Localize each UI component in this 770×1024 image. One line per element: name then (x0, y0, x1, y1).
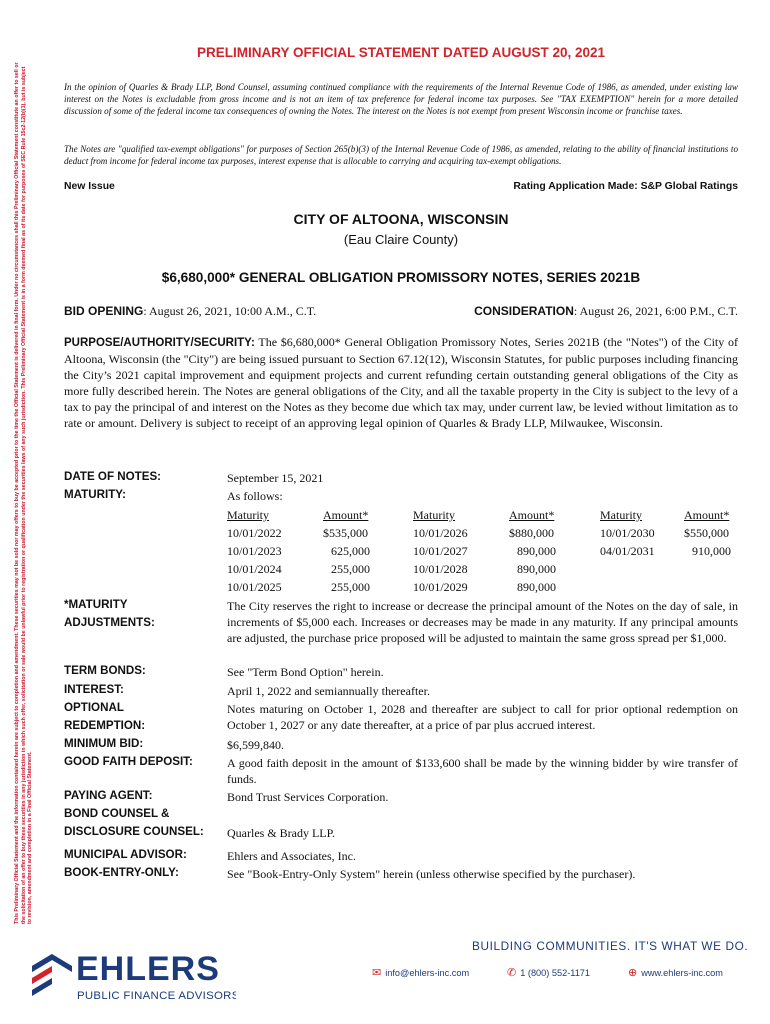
amount-header-2: Amount* (509, 508, 555, 522)
bond-counsel-value: Quarles & Brady LLP. (227, 826, 335, 840)
phone-text: 1 (800) 552-1171 (520, 968, 591, 978)
municipal-advisor-label: MUNICIPAL ADVISOR: (64, 848, 187, 861)
interest-value: April 1, 2022 and semiannually thereafter. (227, 684, 430, 698)
phone-contact[interactable] (507, 966, 590, 979)
consideration (474, 304, 738, 319)
maturity-date: 10/01/2027 (413, 544, 468, 558)
maturity-adjustments-label-line1: *MATURITY (64, 598, 128, 611)
date-label: DATE OF NOTES: (64, 470, 162, 483)
email-text: info@ehlers-inc.com (385, 968, 470, 978)
globe-icon: ⊕ (628, 967, 638, 979)
web-text: www.ehlers-inc.com (641, 968, 723, 978)
maturity-date: 04/01/2031 (600, 544, 655, 558)
maturity-adjustments-value: The City reserves the right to increase or decrease the principal amount of the Notes on the day of sale, in increments of $5,000 each. Increases or decreases may be made in any maturity. If any principal amounts are adjusted, the purchase price proposed will be adjusted to maintain the same gross spread per $1,000. (227, 599, 738, 645)
bid-opening (64, 304, 316, 319)
maturity-amount: 255,000 (331, 580, 370, 594)
tax-opinion-paragraph: In the opinion of Quarles & Brady LLP, Bond Counsel, assuming continued compliance with the requirements of the Internal Revenue Code of 1986, as amended, under existing law interest on the Notes is excludable from gross income and is not an item of tax preference for federal income tax purposes. See "TAX EXEMPTION" herein for a more detailed discussion of some of the federal income tax consequences of owning the Notes. The interest on the Notes is not exempt from present Wisconsin income or franchise taxes. (64, 82, 738, 116)
maturity-date: 10/01/2029 (413, 580, 468, 594)
minimum-bid-value: $6,599,840. (227, 738, 284, 752)
maturity-amount: $880,000 (509, 526, 554, 540)
new-issue-label: New Issue (64, 181, 115, 192)
municipal-advisor-value: Ehlers and Associates, Inc. (227, 849, 356, 863)
maturity-date: 10/01/2023 (227, 544, 282, 558)
issuer-name: CITY OF ALTOONA, WISCONSIN (293, 211, 509, 227)
maturity-adjustments-label-line2: ADJUSTMENTS: (64, 616, 155, 629)
logo-subtitle: PUBLIC FINANCE ADVISORS (77, 990, 236, 1002)
maturity-date: 10/01/2028 (413, 562, 468, 576)
maturity-amount: $550,000 (684, 526, 729, 540)
rating-label: Rating Application Made: S&P Global Ratings (513, 181, 738, 192)
ehlers-logo-mark (26, 928, 236, 1010)
bid-opening-label: BID OPENING (64, 304, 144, 318)
maturity-date: 10/01/2024 (227, 562, 282, 576)
book-entry-only-label: BOOK-ENTRY-ONLY: (64, 866, 179, 879)
page-title: PRELIMINARY OFFICIAL STATEMENT DATED AUGUST 20, 2021 (196, 45, 606, 60)
maturity-amount: 255,000 (331, 562, 370, 576)
term-bonds-label: TERM BONDS: (64, 664, 146, 677)
maturity-amount: 890,000 (517, 544, 556, 558)
bond-counsel-label-line1: BOND COUNSEL & (64, 807, 170, 820)
maturity-amount: 910,000 (692, 544, 731, 558)
consideration-value: : August 26, 2021, 6:00 P.M., C.T. (573, 304, 738, 318)
optional-redemption-label-line2: REDEMPTION: (64, 719, 146, 732)
optional-redemption-label-line1: OPTIONAL (64, 701, 124, 714)
bond-counsel-label-line2: DISCLOSURE COUNSEL: (64, 825, 204, 838)
side-disclaimer-text: This Preliminary Official Statement and the information contained herein are subject to completion and amendment. These securities may not be sold nor may offers to buy be accepted prior to the time the Official Statement is delivered in final form. Under no circumstances shall this Preliminary Official Statement constitute an offer to sell or the solicitation of an offer to buy these securities in any jurisdiction in which such offer, solicitation or sale would be unlawful prior to registration or qualification under the securities laws of any such jurisdiction. This Preliminary Official Statement is in a form deemed final as of its date for purposes of SEC Rule 15c2-12(b)(1), but is subject to revision, amendment and completion in a Final Official Statement. (14, 62, 33, 924)
maturity-header-1: Maturity (227, 508, 269, 522)
issuer-county: (Eau Claire County) (343, 232, 459, 247)
maturity-date: 10/01/2030 (600, 526, 655, 540)
ehlers-logo (26, 928, 236, 1010)
email-contact[interactable] (372, 966, 469, 979)
optional-redemption-label (64, 699, 145, 735)
purpose-text: The $6,680,000* General Obligation Promissory Notes, Series 2021B (the "Notes") of the City of Altoona, Wisconsin (the "City") are being issued pursuant to Section 67.12(12), Wisconsin Statutes, for public purposes including financing the City’s 2021 capital improvement and equipment projects and current refunding certain outstanding general obligations of the City as more fully described herein. The Notes are general obligations of the City, and all the taxable property in the City is subject to the levy of a tax to pay the principal of and interest on the Notes as they become due which tax may, under current law, be levied without limitation as to rate or amount. Delivery is subject to receipt of an approving legal opinion of Quarles & Brady LLP, Milwaukee, Wisconsin. (64, 335, 738, 430)
good-faith-deposit-label: GOOD FAITH DEPOSIT: (64, 755, 193, 768)
optional-redemption-value: Notes maturing on October 1, 2028 and thereafter are subject to call for prior optional redemption on October 1, 2027 or any date thereafter, at a price of par plus accrued interest. (227, 702, 738, 732)
maturity-amount: $535,000 (323, 526, 368, 540)
term-bonds-value: See "Term Bond Option" herein. (227, 665, 384, 679)
phone-icon: ✆ (507, 967, 517, 979)
amount-header-3: Amount* (684, 508, 730, 522)
date-value: September 15, 2021 (227, 471, 324, 485)
maturity-adjustments-label (64, 596, 155, 632)
envelope-icon: ✉ (372, 967, 382, 979)
consideration-label: CONSIDERATION (474, 304, 574, 318)
minimum-bid-label: MINIMUM BID: (64, 737, 144, 750)
paying-agent-value: Bond Trust Services Corporation. (227, 790, 389, 804)
logo-wordmark: EHLERS (76, 950, 220, 988)
maturity-amount: 625,000 (331, 544, 370, 558)
maturity-label: MATURITY: (64, 488, 127, 501)
bid-opening-value: : August 26, 2021, 10:00 A.M., C.T. (143, 304, 317, 318)
maturity-date: 10/01/2025 (227, 580, 282, 594)
maturity-header-3: Maturity (600, 508, 642, 522)
interest-label: INTEREST: (64, 683, 124, 696)
side-disclaimer (14, 62, 44, 924)
purpose-paragraph (64, 334, 738, 431)
web-contact[interactable] (628, 966, 723, 979)
maturity-amount: 890,000 (517, 562, 556, 576)
bond-counsel-label (64, 805, 204, 841)
maturity-date: 10/01/2022 (227, 526, 282, 540)
issue-title: $6,680,000* GENERAL OBLIGATION PROMISSORY NOTES, SERIES 2021B (161, 270, 641, 285)
book-entry-only-value: See "Book-Entry-Only System" herein (unless otherwise specified by the purchaser). (227, 867, 636, 881)
purpose-label: PURPOSE/AUTHORITY/SECURITY: (64, 337, 255, 349)
maturity-date: 10/01/2026 (413, 526, 468, 540)
maturity-value: As follows: (227, 489, 283, 503)
maturity-amount: 890,000 (517, 580, 556, 594)
qualified-obligations-paragraph: The Notes are "qualified tax-exempt obligations" for purposes of Section 265(b)(3) of the Internal Revenue Code of 1986, as amended, relating to the ability of financial institutions to deduct from income for federal income tax purposes, interest expense that is allocable to carrying and acquiring tax-exempt obligations. (64, 144, 738, 166)
paying-agent-label: PAYING AGENT: (64, 789, 153, 802)
good-faith-deposit-value: A good faith deposit in the amount of $133,600 shall be made by the winning bidder by wire transfer of funds. (227, 756, 738, 786)
amount-header-1: Amount* (323, 508, 369, 522)
footer-tagline: BUILDING COMMUNITIES. IT'S WHAT WE DO. (472, 939, 749, 953)
maturity-header-2: Maturity (413, 508, 455, 522)
